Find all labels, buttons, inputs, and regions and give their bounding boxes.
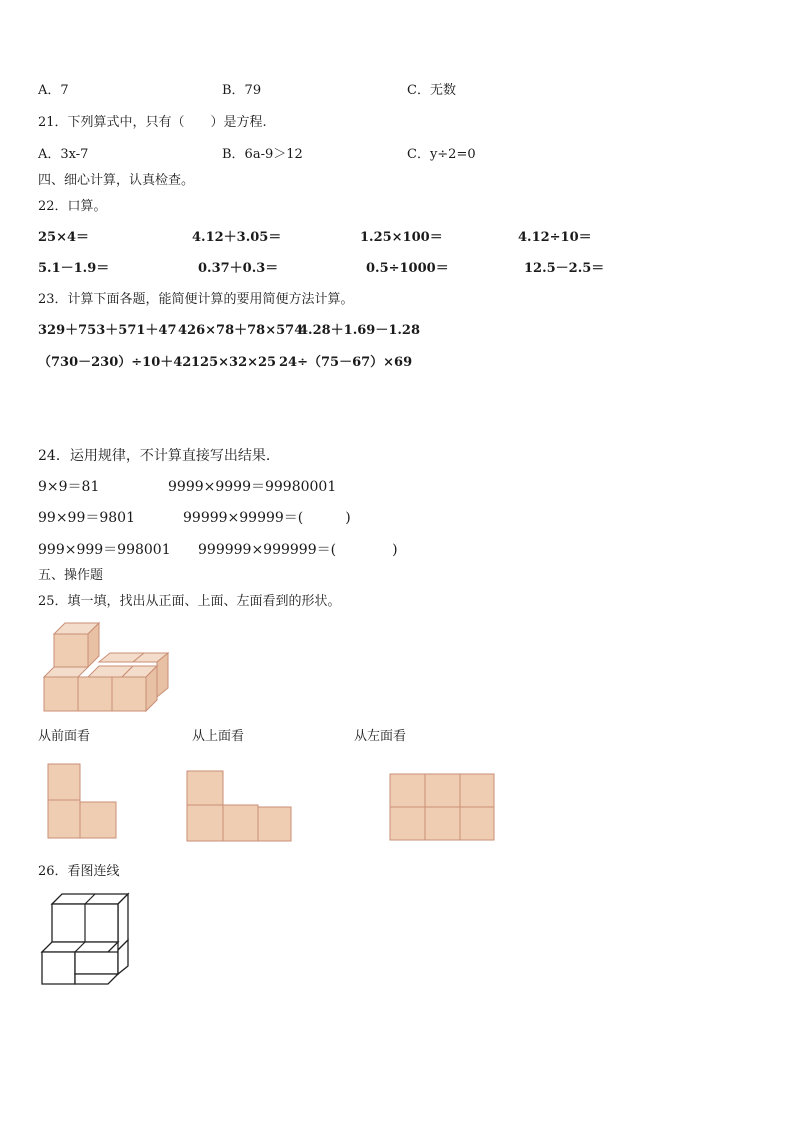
section-5-title: 五、操作题: [38, 568, 104, 583]
line-face: [42, 952, 75, 984]
view-label-front: 从前面看: [38, 729, 91, 744]
q22-item: 25×4＝: [38, 230, 90, 245]
q22-item: 4.12＋3.05＝: [192, 230, 282, 245]
view-square: [390, 807, 425, 840]
view-square: [460, 774, 494, 807]
line-face: [75, 952, 118, 974]
q22-item: 0.5÷1000＝: [366, 261, 449, 276]
q22-item: 0.37＋0.3＝: [198, 261, 279, 276]
q23-item: 329＋753＋571＋47: [38, 323, 177, 338]
q23-title: 23．计算下面各题，能简便计算的要用简便方法计算。: [38, 292, 354, 307]
view-square: [460, 807, 494, 840]
q26-line-cube-figure: [38, 890, 134, 990]
q23-item: 426×78＋78×574: [178, 323, 304, 338]
q24-item: 99×99＝9801: [38, 510, 135, 526]
q20-option-b: B．79: [222, 83, 262, 98]
q22-title: 22．口算。: [38, 199, 107, 214]
q23-item: 4.28＋1.69－1.28: [299, 323, 420, 338]
q22-item: 12.5－2.5＝: [524, 261, 605, 276]
section-4-title: 四、细心计算，认真检查。: [38, 173, 195, 188]
view-square: [48, 800, 80, 838]
cube-face: [78, 677, 112, 711]
q22-item: 4.12÷10＝: [518, 230, 592, 245]
q25-cube-figure: [40, 620, 174, 715]
q21-option-a: A．3x-7: [38, 147, 89, 162]
q23-item: 125×32×25: [191, 355, 277, 370]
q21-option-b: B．6a-9＞12: [222, 147, 303, 162]
q22-item: 5.1－1.9＝: [38, 261, 110, 276]
q24-title: 24．运用规律，不计算直接写出结果.: [38, 448, 271, 464]
view-square: [187, 771, 223, 805]
q23-item: （730－230）÷10＋42: [38, 355, 192, 370]
cube-face: [44, 677, 78, 711]
q23-item: 24÷（75－67）×69: [279, 355, 413, 370]
q26-title: 26．看图连线: [38, 864, 120, 879]
q21-option-c: C．y÷2=0: [407, 147, 476, 162]
q24-item: 99999×99999＝( ): [183, 510, 351, 526]
view-label-left: 从左面看: [354, 729, 407, 744]
view-label-top: 从上面看: [192, 729, 245, 744]
view-square: [425, 774, 460, 807]
q24-item: 999999×999999＝( ): [198, 542, 398, 558]
q21-question: 21．下列算式中，只有（ ）是方程.: [38, 115, 267, 130]
q22-item: 1.25×100＝: [360, 230, 443, 245]
view-square: [390, 774, 425, 807]
top-view-shape: [186, 770, 294, 844]
q24-item: 9×9＝81: [38, 479, 100, 495]
q24-item: 9999×9999＝99980001: [168, 479, 337, 495]
cube-face: [112, 677, 146, 711]
cube-face: [44, 667, 88, 677]
q20-option-a: A．7: [38, 83, 69, 98]
line-face: [75, 974, 118, 984]
view-square: [80, 802, 116, 838]
view-square: [187, 805, 223, 841]
q24-item: 999×999＝998001: [38, 542, 171, 558]
left-view-shape: [389, 773, 497, 843]
front-view-shape: [47, 763, 119, 841]
view-square: [425, 807, 460, 840]
view-square: [48, 764, 80, 800]
view-square: [223, 805, 258, 841]
q25-title: 25．填一填，找出从正面、上面、左面看到的形状。: [38, 594, 341, 609]
q20-option-c: C．无数: [407, 83, 456, 98]
view-square: [258, 807, 291, 841]
cube-face: [54, 634, 88, 667]
